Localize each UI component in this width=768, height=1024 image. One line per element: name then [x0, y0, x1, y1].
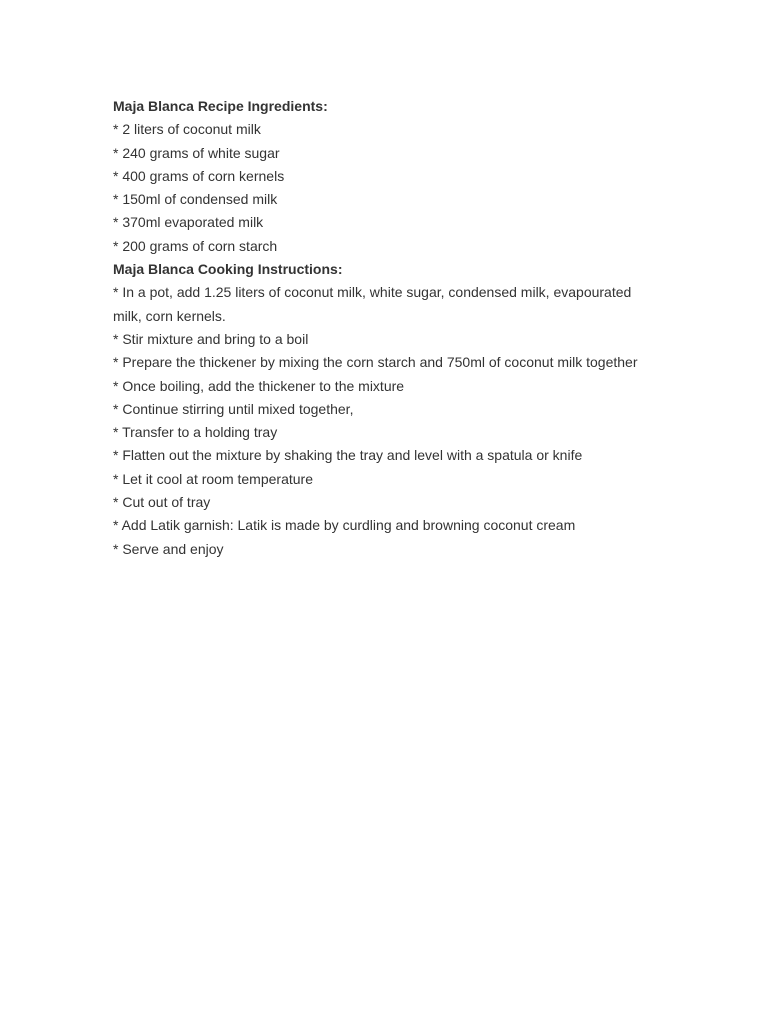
instruction-step: * Cut out of tray: [113, 494, 211, 511]
ingredient-item: * 2 liters of coconut milk: [113, 121, 261, 138]
instruction-step: * Prepare the thickener by mixing the corn starch and 750ml of coconut milk together: [113, 354, 638, 371]
ingredient-item: * 400 grams of corn kernels: [113, 167, 285, 184]
instruction-step: * In a pot, add 1.25 liters of coconut milk, white sugar, condensed milk, evapourated milk, corn kernels.: [113, 284, 632, 324]
ingredient-item: * 200 grams of corn starch: [113, 237, 278, 254]
instruction-step: * Stir mixture and bring to a boil: [113, 330, 309, 347]
ingredient-item: * 370ml evaporated milk: [113, 214, 264, 231]
instruction-step: * Serve and enjoy: [113, 540, 224, 557]
ingredient-item: * 240 grams of white sugar: [113, 144, 280, 161]
instruction-step: * Once boiling, add the thickener to the mixture: [113, 377, 405, 394]
ingredient-item: * 150ml of condensed milk: [113, 191, 278, 208]
instruction-step: * Add Latik garnish: Latik is made by curdling and browning coconut cream: [113, 517, 576, 534]
instruction-step: * Transfer to a holding tray: [113, 424, 278, 441]
instruction-step: * Continue stirring until mixed together,: [113, 400, 354, 417]
instructions-list: [113, 281, 653, 561]
ingredients-heading: Maja Blanca Recipe Ingredients:: [113, 98, 328, 114]
document-page: [113, 95, 653, 561]
ingredients-list: [113, 118, 653, 258]
instruction-step: * Flatten out the mixture by shaking the tray and level with a spatula or knife: [113, 447, 583, 464]
instructions-heading: Maja Blanca Cooking Instructions:: [113, 261, 343, 278]
instruction-step: * Let it cool at room temperature: [113, 470, 313, 487]
